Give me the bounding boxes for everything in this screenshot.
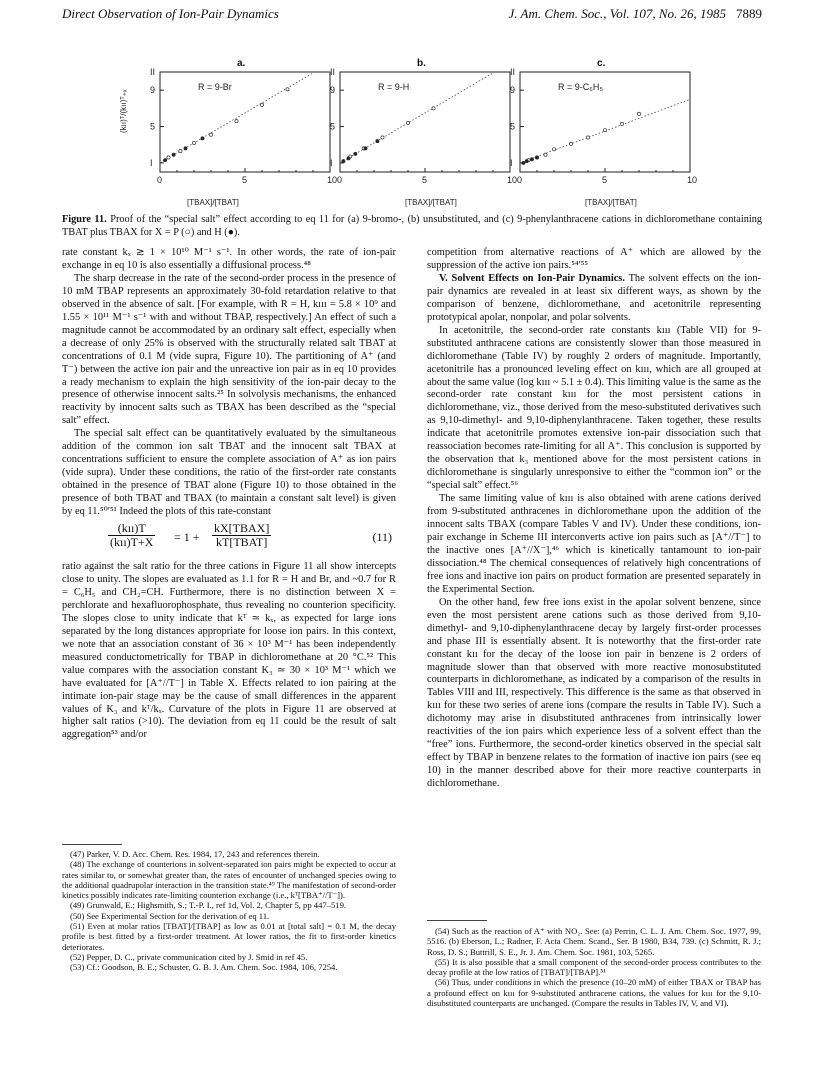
footnote: (56) Thus, under conditions in which the presence (10–20 mM) of either TBAX or TBAP has a profound effect on kııı for 9-substituted anthracene cations, the values for kııı for the 9,10-disubstituted counterparts are unchanged. (Compare the results in Tables IV, V, and VI). [427,977,761,1009]
footnote-divider [427,920,487,921]
paragraph: rate constant kₓ ≳ 1 × 10¹⁰ M⁻¹ s⁻¹. In other words, the rate of ion-pair exchange in eq 10 is also essentially a diffusional process.⁴⁸ [62,247,396,271]
paragraph: In acetonitrile, the second-order rate constants kııı (Table VII) for 9-substituted anthracene cations are consistently slower than those measured in dichloromethane (Table IV) by roughly 2 orders of magnitude. Importantly, acetonitrile has a pronounced leveling effect on kııı, which are all grouped at about the same value (log kııı ~ 5.1 ± 0.4). This limiting value is the same as the second-order rate constant kııı for the most persistent cations in dichloromethane, viz., those derived from the meso-substituted derivatives such as 9,10-dimethyl- and 9,10-diphenylanthracene. Taken together, these results indicate that acetonitrile promotes extensive ion-pair dissociation such that reassociation becomes rate-limiting for all A⁺. This conclusion is supported by the observation that k₃ mentioned above for the most persistent cations in dichloromethane is singularly unresponsive to either the “common ion” or the “special salt” effect.⁵⁶ [427,324,761,492]
data-point-filled [364,147,367,150]
panel-letter: c. [597,58,606,69]
data-point-filled [530,158,533,161]
footnote: (55) It is also possible that a small component of the second-order process contributes to the decay profile at the low ratios of [TBAT]/[TBAP].⁵¹ [427,956,761,978]
panel-annotation: R = 9-H [378,82,410,92]
data-point-filled [376,139,379,142]
footnote-divider [62,844,122,845]
right-column [427,247,761,791]
equation-11 [62,522,396,558]
footnote: (54) Such as the reaction of A⁺ with NO₂. See: (a) Perrin, C. L. J. Am. Chem. Soc. 1977, 99, 5516. (b) Eberson, L.; Radner, F. Acta Chem. Scand., Ser. B 1980, B34, 739. (c) Schmitt, R. J.; Ross, D. S.; Buttrill, S. E., Jr. J. Am. Chem. Soc. 1981, 103, 5265. [427,926,761,957]
data-point-open [179,149,182,152]
y-tick-label: 5 [150,121,156,132]
data-point-open [192,141,195,144]
paragraph: ratio against the salt ratio for the three cations in Figure 11 all show intercepts close to unity. The slopes are evaluated as 1.1 for R = H and Br, and ~0.7 for R = C₆H₅ and CH₂=CH. Furthermore, there is no distinction between X = perchlorate and hexafluorophosphate, thus revealing no counterion specificity. The slopes close to unity indicate that kᵀ ≃ kₓ, as expected for large ions separated by the long distances appropriate for loose ion pairs. In this context, we note that an association constant of 36 × 10³ M⁻¹ has been independently measured conductometrically for TBAP in dichloromethane at 20 °C.⁵² This value compares with the association constant K₃ ≃ 30 × 10³ M⁻¹ which we have evaluated for [A⁺//T⁻] in Table X. Effects related to ion pairing at the intimate ion-pair stage may be the cause of small differences in the apparent values of K₃ and kᵀ/kₓ. Curvature of the plots in Figure 11 are observed at higher salt ratios (>10). The deviation from eq 11 could be the result of salt aggregation⁵³ and/or [62,561,396,741]
x-axis-label: [TBAX]/[TBAT] [405,198,457,207]
eq-lhs-denominator: (kıı)T+X [110,534,154,549]
paragraph: The special salt effect can be quantitatively evaluated by the simultaneous addition of the common ion salt TBAT and the innocent salt TBAX at concentrations sufficient to ensure the complete association of A⁺ as ion pairs (vide supra). Under these conditions, the ratio of the first-order rate constants obtained in the presence of TBAT alone (Figure 10) to those obtained in the presence of both TBAT and TBAX (to maintain a constant salt level) is given by eq 11.⁵⁰ʹ⁵¹ Indeed the plots of this rate-constant [62,428,396,518]
section-paragraph [427,273,761,325]
section-text: The solvent effects on the ion-pair dynamics are revealed in at least six different ways, as shown by the comparison of benzene, dichloromethane, and acetonitrile representing prototypical apolar, nonpolar, and polar solvents. [427,272,761,323]
y-tick-label: I [510,157,513,168]
data-point-open [552,148,555,151]
eq-rhs-denominator: kT[TBAT] [216,534,268,549]
data-point-open [432,107,435,110]
data-point-open [209,133,212,136]
data-point-open [260,103,263,106]
footnote: (49) Grunwald, E.; Highsmith, S.; T.-P. I., ref 1d, Vol. 2, Chapter 5, pp 447–519. [70,900,347,911]
x-tick-label: 0 [517,175,523,185]
data-point-open [603,129,606,132]
y-tick-label: II [150,67,156,77]
footnote: (50) See Experimental Section for the derivation of eq 11. [70,910,270,921]
y-tick-label: II [330,67,336,77]
y-tick-label: 5 [330,121,336,132]
eq-lhs-numerator: (kıı)T [108,522,155,536]
x-tick-label: 5 [242,175,248,185]
paragraph: The sharp decrease in the rate of the second-order process in the presence of 10 mM TBAP represents an approximately 30-fold retardation relative to that observed in the absence of salt. [For example, with R = H, kııı = 5.8 × 10⁹ and 1.55 × 10¹¹ M⁻¹ s⁻¹ with and without TBAP, respectively.] An effect of such a magnitude cannot be accommodated by an ordinary salt effect, especially when a decrease of only 25% is observed with the structurally related salt TBAT at concentrations of 0.1 M (vide supra, Figure 10). The partitioning of A⁺ (and T⁻) between the active ion pair and the unreactive ion pair as in eq 10 provides a ready mechanism to explain the high sensitivity of the ion-pair decay to the presence of otherwise innocent salts.²⁵ In solvolysis mechanisms, the enhanced reactivity by innocent salts such as TBAX has been described as the “special salt” effect. [62,272,396,427]
data-point-filled [347,157,350,160]
x-tick-label: 10 [327,175,338,185]
data-point-open [235,119,238,122]
y-tick-label: I [330,157,333,168]
data-point-open [167,156,170,159]
x-tick-label: 10 [507,175,518,185]
x-tick-label: 0 [337,175,343,185]
figure-caption [62,213,762,239]
data-point-open [381,136,384,139]
plot-frame [520,72,690,172]
journal-citation [509,6,763,22]
panel-letter: a. [237,58,246,69]
eq-lhs-fraction [108,522,155,549]
eq-equals: = 1 + [174,530,200,545]
paragraph: On the other hand, few free ions exist in the apolar solvent benzene, since even the most persistent arene cations such as those derived from 9,10-dimethyl- and 9,10-diphenylanthracene decay by largely first-order processes and phase III is essentially absent. It is noteworthy that the first-order rate constant kıı for the decay of the loose ion pair in benzene is 2 orders of magnitude slower than that observed with more reactive monosubstituted counterparts in dichloromethane, as indicated by a comparison of the results in Tables VIII and III, respectively. This difference is the same as that observed in kııı for these two series of arene ions (compare the results in Table IV). Such a dichotomy may arise in disubstituted anthracenes from intrinsically lower reactivities of the ion pairs which experience less of a solvent effect than the “free” ions. Furthermore, the second-order kinetics observed in the special salt effect by TBAP in benzene relates to the formation of inactive ion pairs (see eq 10) in the manner described above for their more reactive counterparts in dichloromethane. [427,596,761,790]
x-tick-label: 5 [422,175,428,185]
caption-label: Figure 11. [62,214,107,225]
data-point-open [620,122,623,125]
plot-frame [340,72,510,172]
data-point-open [406,121,409,124]
figure-11-chart [120,56,720,206]
panel-annotation: R = 9-Br [198,82,232,92]
footnote: (48) The exchange of counterions in solvent-separated ion pairs might be expected to occur at rates similar to, or somewhat greater than, the rates of encounter of unchanged species owing to the additional quadrupolar interaction in the transition state.⁴⁹ The manifestation of second-order kinetics possibly indicates rate-limiting counterion exchange (i.e., kᵀ[TBA⁺//T⁻]). [62,859,396,901]
x-axis-label: [TBAX]/[TBAT] [585,198,637,207]
footnote: (47) Parker, V. D. Acc. Chem. Res. 1984, 17, 243 and references therein. [70,849,320,859]
eq-number: (11) [372,530,392,545]
fit-line [160,72,315,163]
data-point-filled [522,161,525,164]
data-point-filled [535,156,538,159]
page-number: 7889 [736,6,762,21]
footnote: (53) Cf.: Goodson, B. E.; Schuster, G. B. J. Am. Chem. Soc. 1984, 106, 7254. [70,962,338,973]
data-point-filled [342,159,345,162]
caption-text: Proof of the “special salt” effect according to eq 11 for (a) 9-bromo-, (b) unsubstituted, and (c) 9-phenylanthracene cations in dichloromethane containing TBAT plus TBAX for X = P (○) and H (●). [62,214,763,238]
data-point-filled [172,153,175,156]
data-point-filled [354,152,357,155]
data-point-open [286,88,289,91]
panel-letter: b. [417,58,426,69]
y-tick-label: 9 [150,85,156,96]
panel-annotation: R = 9-C₆H₅ [558,82,604,92]
running-header [62,6,762,24]
data-point-open [569,142,572,145]
footnote: (52) Pepper, D. C., private communication cited by J. Smid in ref 45. [70,951,308,962]
right-footnotes [427,926,761,1008]
x-tick-label: 0 [157,175,163,185]
journal-name: J. Am. Chem. Soc., Vol. 107, No. 26, 1985 [508,6,726,21]
y-tick-label: 9 [510,85,516,96]
x-tick-label: 5 [602,175,608,185]
section-heading: V. Solvent Effects on Ion-Pair Dynamics. [439,272,625,284]
footnote: (51) Even at molar ratios [TBAT]/[TBAP] as low as 0.01 at [total salt] = 0.1 M, the decay profile is best fitted by a first-order treatment. At lower ratios, the fit to first-order kinetics deteriorates. [62,921,396,952]
data-point-open [637,112,640,115]
y-tick-label: 9 [330,85,336,96]
data-point-filled [201,137,204,140]
plot-frame [160,72,330,172]
eq-rhs-fraction [212,522,271,549]
x-tick-label: 10 [687,175,698,185]
left-footnotes [62,849,396,973]
left-column [62,247,396,742]
paragraph: competition from alternative reactions of A⁺ which are allowed by the suppression of the active ion pairs.⁵⁴ʹ⁵⁵ [427,247,761,271]
data-point-open [586,136,589,139]
y-tick-label: 5 [510,121,516,132]
y-tick-label: II [510,67,516,77]
running-title: Direct Observation of Ion-Pair Dynamics [62,6,279,21]
y-axis-label: (kıı)ᵀ/(kıı)ᵀ₊ₓ [119,89,128,133]
eq-rhs-numerator: kX[TBAX] [214,521,270,536]
y-tick-label: I [150,157,153,168]
x-axis-label: [TBAX]/[TBAT] [187,198,239,207]
data-point-open [544,153,547,156]
data-point-filled [525,159,528,162]
data-point-filled [184,147,187,150]
data-point-filled [164,159,167,162]
paragraph: The same limiting value of kııı is also obtained with arene cations derived from 9-substituted anthracenes in dichloromethane upon the addition of the innocent salts TBAX (compare Tables V and IV). Under these conditions, ion-pair exchange in Scheme III interconverts active ion pairs such as [A⁺//T⁻] to the inactive ones [A⁺//X⁻],⁴⁶ which is kinetically tantamount to ion-pair dissociation.⁴⁸ The chemical consequences of relatively high concentrations of free ions and inactive ion pairs on product formation are presented separately in the Experimental Section. [427,493,761,595]
